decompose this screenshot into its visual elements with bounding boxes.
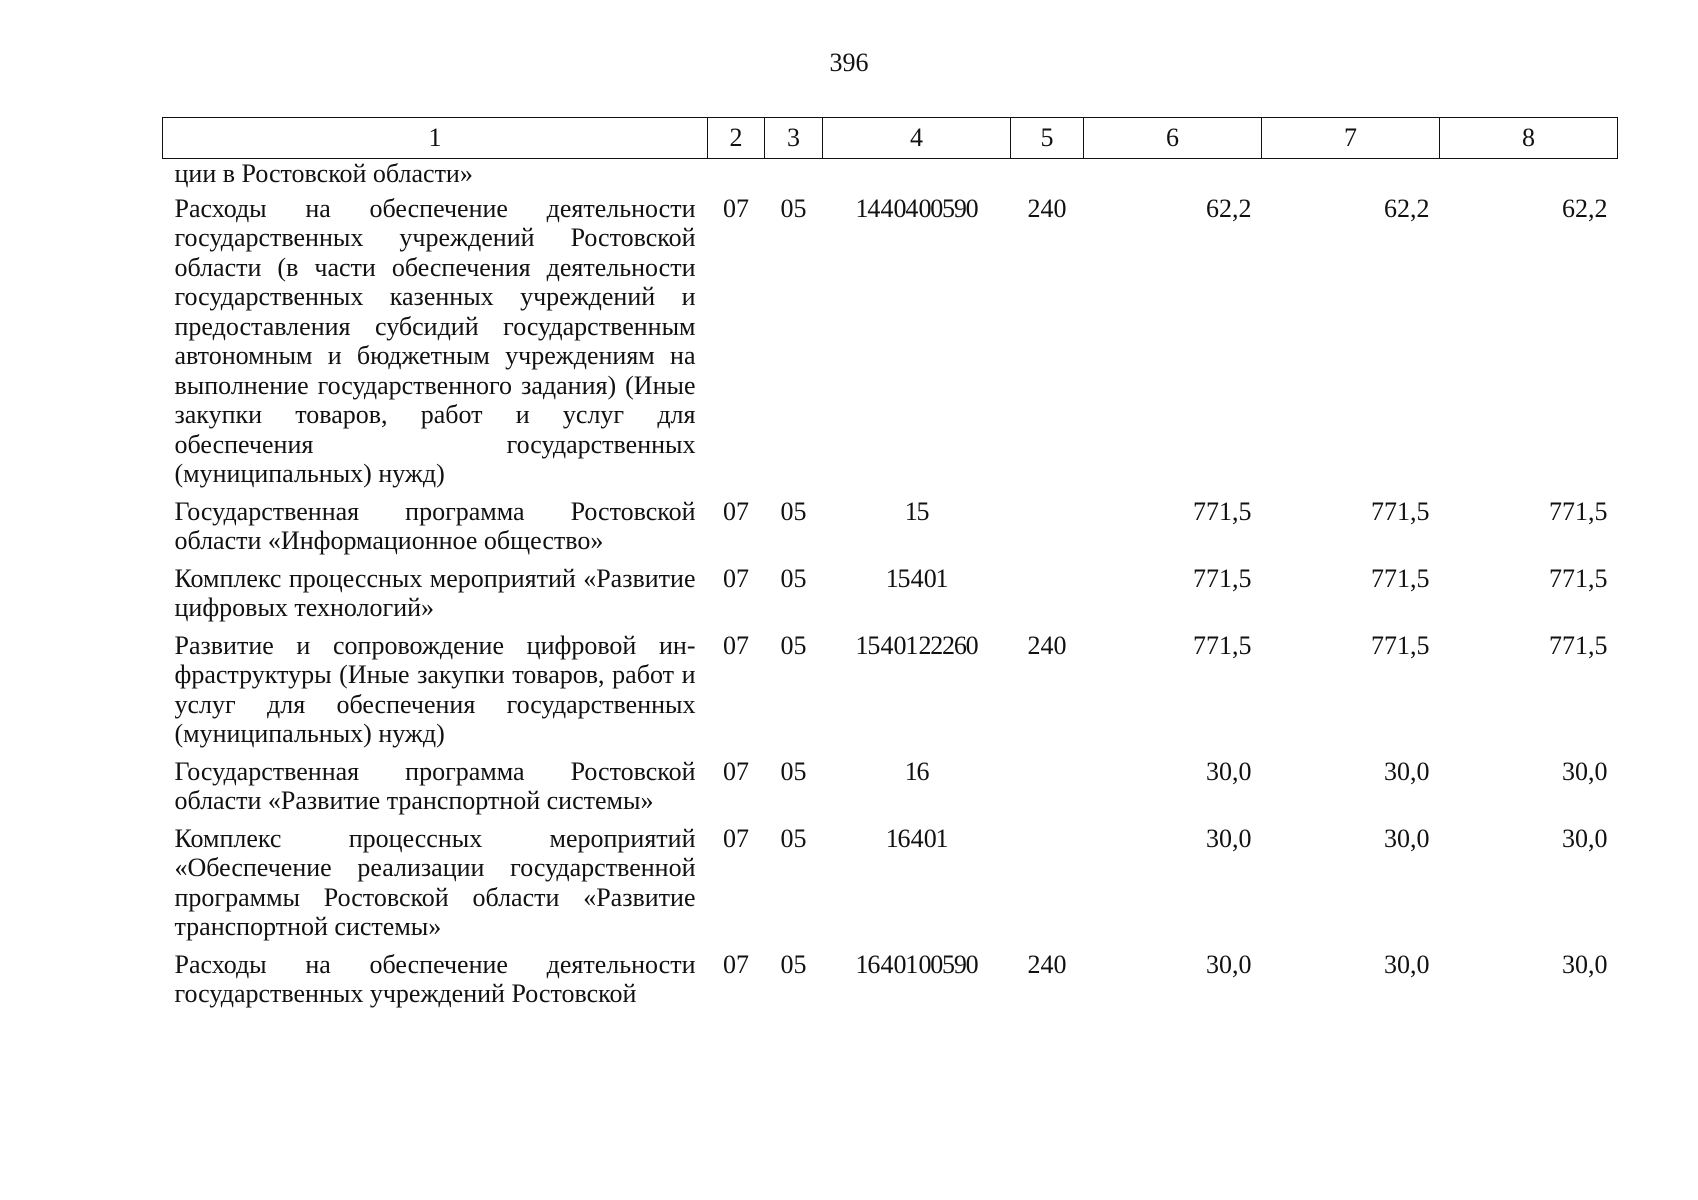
row-expense-type xyxy=(1011,757,1084,824)
header-col-6: 6 xyxy=(1084,118,1262,159)
row-target-code: 15 4 01 22260 xyxy=(855,630,978,660)
row-section: 07 xyxy=(723,563,749,593)
row-target-code: 15 4 01 xyxy=(885,563,948,593)
row-target-code: 15 xyxy=(904,496,929,526)
header-col-1: 1 xyxy=(163,118,708,159)
row-subsection xyxy=(765,159,823,194)
row-section: 07 xyxy=(723,756,749,786)
row-expense-type: 240 xyxy=(1027,949,1067,979)
header-col-7: 7 xyxy=(1262,118,1440,159)
row-description: Государственная программа Ростовской области «Информационное общество» xyxy=(174,496,696,555)
row-description: Комплекс процессных мероприятий «Развитие цифровых технологий» xyxy=(174,563,696,622)
table-header-row xyxy=(163,118,1618,159)
row-value-col6: 771,5 xyxy=(1193,563,1252,593)
row-target-code: 16 4 01 00590 xyxy=(855,949,978,979)
row-value-col8: 771,5 xyxy=(1549,563,1608,593)
row-expense-type xyxy=(1011,159,1084,194)
header-col-2: 2 xyxy=(708,118,765,159)
row-section: 07 xyxy=(723,496,749,526)
row-expense-type: 240 xyxy=(1027,630,1067,660)
row-value-col8: 30,0 xyxy=(1562,756,1608,786)
row-description: Развитие и сопровождение цифровой инфраструктуры (Иные закупки товаров, работ и услуг для обеспечения государственных (муниципальных) нужд) xyxy=(174,630,696,748)
row-target-code: 16 4 01 xyxy=(885,823,948,853)
row-value-col7: 771,5 xyxy=(1371,563,1430,593)
header-col-3: 3 xyxy=(765,118,823,159)
row-value-col8: 771,5 xyxy=(1549,630,1608,660)
row-target-code: 16 xyxy=(904,756,929,786)
row-value-col7: 62,2 xyxy=(1384,193,1430,223)
row-subsection: 05 xyxy=(780,496,807,526)
row-value-col8: 30,0 xyxy=(1562,949,1608,979)
row-value-col6 xyxy=(1084,159,1262,194)
row-subsection: 05 xyxy=(780,949,807,979)
row-value-col6: 30,0 xyxy=(1206,756,1252,786)
row-subsection: 05 xyxy=(780,756,807,786)
row-description: ции в Ростовской области» xyxy=(174,159,473,188)
table-row xyxy=(163,194,1618,497)
header-col-4: 4 xyxy=(823,118,1011,159)
row-description: Государственная программа Ростовской области «Развитие транспортной системы» xyxy=(174,756,696,815)
row-value-col6: 771,5 xyxy=(1193,630,1252,660)
row-value-col6: 771,5 xyxy=(1193,496,1252,526)
row-description: Расходы на обеспечение деятельности государственных учреждений Ростовской xyxy=(174,949,696,1008)
row-value-col8: 771,5 xyxy=(1549,496,1608,526)
row-target-code xyxy=(823,159,1011,194)
row-subsection: 05 xyxy=(780,563,807,593)
header-col-8: 8 xyxy=(1440,118,1618,159)
row-target-code: 14 4 04 00590 xyxy=(855,193,978,223)
row-value-col8 xyxy=(1440,159,1618,194)
table-row xyxy=(163,950,1618,1017)
table-row xyxy=(163,497,1618,564)
row-value-col6: 62,2 xyxy=(1206,193,1252,223)
row-value-col8: 62,2 xyxy=(1562,193,1608,223)
row-description: Комплекс процессных мероприятий «Обеспечение реализации государственной программы Ростовской области «Развитие транспортной системы» xyxy=(174,823,696,941)
table-row xyxy=(163,159,1618,194)
row-section: 07 xyxy=(723,630,749,660)
row-section: 07 xyxy=(723,193,749,223)
row-expense-type: 240 xyxy=(1027,193,1067,223)
table-row xyxy=(163,824,1618,950)
row-subsection: 05 xyxy=(780,193,807,223)
page-number: 396 xyxy=(829,48,869,77)
row-subsection: 05 xyxy=(780,823,807,853)
row-description: Расходы на обеспечение деятельности государственных учреждений Ростовской области (в части обеспечения деятельности государственных казенных учреждений и предоставления субсидий государственным автономным и бюджетным учреждениям на выполнение государственного задания) (Иные закупки товаров, работ и услуг для обеспечения государственных (муниципальных) нужд) xyxy=(174,193,696,488)
row-expense-type xyxy=(1011,497,1084,564)
row-value-col6: 30,0 xyxy=(1206,823,1252,853)
row-value-col7 xyxy=(1262,159,1440,194)
table-row xyxy=(163,757,1618,824)
row-section: 07 xyxy=(723,823,749,853)
budget-table xyxy=(162,117,1618,1017)
row-section: 07 xyxy=(723,949,749,979)
table-row xyxy=(163,564,1618,631)
row-value-col7: 30,0 xyxy=(1384,756,1430,786)
row-expense-type xyxy=(1011,824,1084,950)
row-value-col7: 771,5 xyxy=(1371,496,1430,526)
header-col-5: 5 xyxy=(1011,118,1084,159)
row-value-col7: 30,0 xyxy=(1384,949,1430,979)
row-section xyxy=(708,159,765,194)
table-row xyxy=(163,631,1618,757)
row-expense-type xyxy=(1011,564,1084,631)
row-value-col7: 30,0 xyxy=(1384,823,1430,853)
row-value-col6: 30,0 xyxy=(1206,949,1252,979)
row-value-col8: 30,0 xyxy=(1562,823,1608,853)
row-value-col7: 771,5 xyxy=(1371,630,1430,660)
row-subsection: 05 xyxy=(780,630,807,660)
